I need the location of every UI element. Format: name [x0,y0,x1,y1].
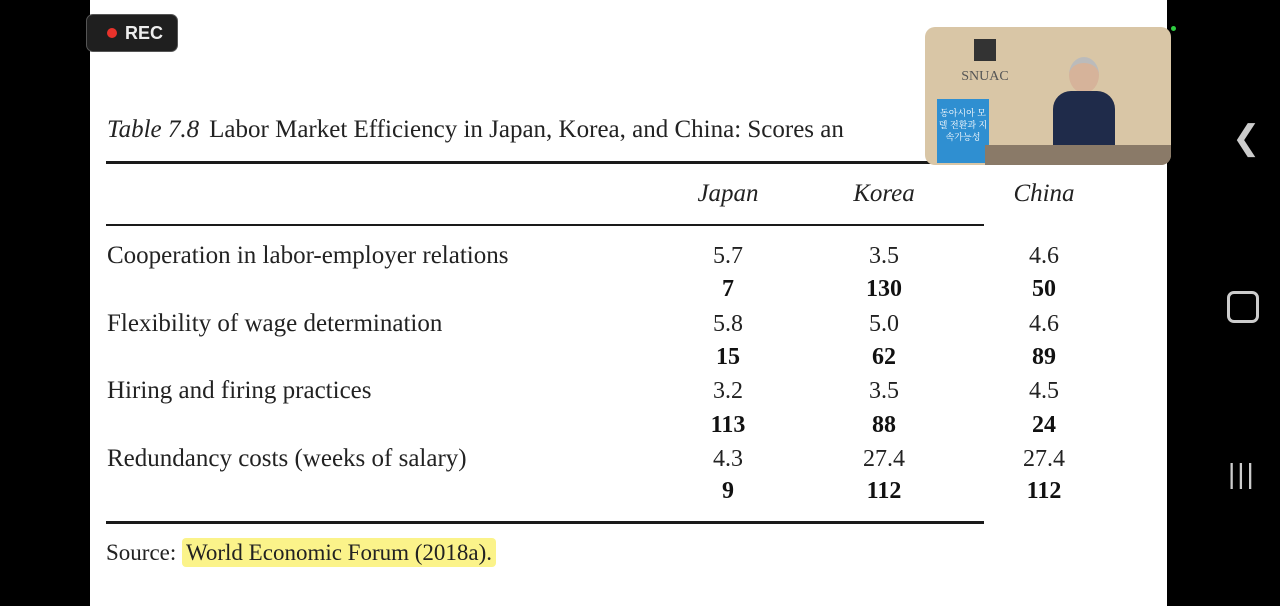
rank-cell: 9 [722,478,734,504]
speaker-body [1053,91,1115,153]
logo-mark-icon [974,39,996,61]
row-label: Redundancy costs (weeks of salary) [107,445,467,472]
rank-cell: 112 [1026,478,1062,504]
score-cell: 27.4 [863,446,905,472]
score-cell: 4.6 [1029,311,1059,337]
chevron-left-icon[interactable]: ❮ [1232,119,1261,157]
column-header-japan: Japan [697,180,759,207]
rank-cell: 89 [1032,344,1056,370]
bottom-rule [106,521,984,524]
camera-active-indicator-icon [1171,26,1176,31]
table-number: Table 7.8 [107,116,200,143]
table-title-text: Labor Market Efficiency in Japan, Korea, and China: Scores an [209,116,844,143]
institution-logo [955,39,1015,85]
source-note [106,540,496,566]
recording-label: REC [125,22,164,43]
header-rule [106,224,984,226]
score-cell: 4.5 [1029,378,1059,404]
rank-cell: 50 [1032,276,1056,302]
score-cell: 5.0 [869,311,899,337]
event-banner: 동아시아 모델 전환과 지속가능성 [937,99,989,163]
rank-cell: 113 [710,412,746,438]
record-dot-icon [107,28,117,38]
source-prefix: Source: [106,540,177,565]
rank-cell: 7 [722,276,734,302]
top-rule [106,161,984,164]
score-cell: 5.8 [713,311,743,337]
score-cell: 4.3 [713,446,743,472]
score-cell: 5.7 [713,243,743,269]
podium [985,145,1171,165]
rank-cell: 130 [866,276,902,302]
column-header-china: China [1013,180,1075,207]
row-label: Flexibility of wage determination [107,310,443,337]
logo-text: SNUAC [961,69,1009,84]
row-label: Hiring and firing practices [107,377,372,404]
three-lines-icon[interactable]: ||| [1228,458,1256,489]
score-cell: 3.5 [869,378,899,404]
rank-cell: 62 [872,344,896,370]
column-header-korea: Korea [853,180,915,207]
score-cell: 4.6 [1029,243,1059,269]
rank-cell: 88 [872,412,896,438]
row-label: Cooperation in labor-employer relations [107,242,509,269]
score-cell: 27.4 [1023,446,1065,472]
recording-indicator [86,14,178,52]
rank-cell: 112 [866,478,902,504]
rank-cell: 15 [716,344,740,370]
score-cell: 3.5 [869,243,899,269]
source-highlight: World Economic Forum (2018a). [182,538,496,567]
speaker-head [1069,57,1099,93]
score-cell: 3.2 [713,378,743,404]
rank-cell: 24 [1032,412,1056,438]
square-icon[interactable] [1227,291,1259,323]
speaker-video-feed[interactable] [925,27,1171,165]
speaker-figure [1053,57,1115,152]
table-title [107,116,844,144]
